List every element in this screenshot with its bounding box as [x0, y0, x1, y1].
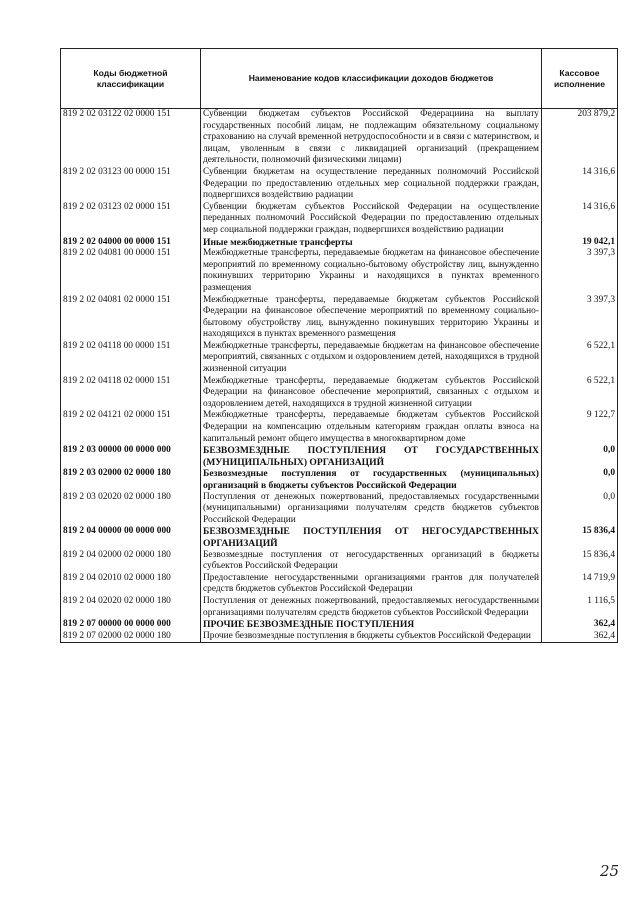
table-row: [61, 492, 618, 527]
row-code: 819 2 07 02000 02 0000 180: [61, 631, 201, 643]
row-code: 819 2 04 00000 00 0000 000: [61, 526, 201, 549]
row-name: БЕЗВОЗМЕЗДНЫЕ ПОСТУПЛЕНИЯ ОТ НЕГОСУДАРСТВЕННЫХ ОРГАНИЗАЦИЙ: [201, 526, 542, 549]
row-code: 819 2 02 04000 00 0000 151: [61, 237, 201, 249]
row-code: 819 2 02 03122 02 0000 151: [61, 109, 201, 167]
header-name: Наименование кодов классификации доходов бюджетов: [201, 49, 542, 109]
row-code: 819 2 03 02000 02 0000 180: [61, 468, 201, 491]
row-name: Прочие безвозмездные поступления в бюджеты субъектов Российской Федерации: [201, 631, 542, 643]
row-code: 819 2 02 04081 00 0000 151: [61, 248, 201, 294]
row-name: Иные межбюджетные трансферты: [201, 237, 542, 249]
row-name: Безвозмездные поступления от негосударственных организаций в бюджеты субъектов Российской Федерации: [201, 550, 542, 573]
table-row: [61, 468, 618, 491]
table-body: [61, 109, 618, 643]
row-amount: 0,0: [542, 468, 618, 491]
row-name: Межбюджетные трансферты, передаваемые бюджетам на финансовое обеспечение мероприятий, связанных с отдыхом и оздоровлением детей, находящихся в трудной жизненной ситуации: [201, 341, 542, 376]
row-amount: 9 122,7: [542, 410, 618, 445]
table-row: [61, 167, 618, 202]
row-name: Безвозмездные поступления от государственных (муниципальных) организаций в бюджеты субъектов Российской Федерации: [201, 468, 542, 491]
table-row: [61, 109, 618, 167]
table-row: [61, 295, 618, 341]
table-row: [61, 202, 618, 237]
row-name: Предоставление негосударственными организациями грантов для получателей средств бюджетов субъектов Российской Федерации: [201, 573, 542, 596]
page-number: 25: [600, 862, 620, 880]
row-name: Поступления от денежных пожертвований, предоставляемых государственными (муниципальными) организациями получателям средств бюджетов субъектов Российской Федерации: [201, 492, 542, 527]
header-amount: Кассовое исполнение: [542, 49, 618, 109]
row-code: 819 2 07 00000 00 0000 000: [61, 619, 201, 631]
row-code: 819 2 04 02010 02 0000 180: [61, 573, 201, 596]
row-name: Межбюджетные трансферты, передаваемые бюджетам субъектов Российской Федерации на финансовое обеспечение мероприятий по временному социально-бытовому обустройству лиц, вынужденно покинувших территорию Украины и находящихся в пунктах временного размещения: [201, 295, 542, 341]
row-code: 819 2 02 04118 02 0000 151: [61, 376, 201, 411]
row-amount: 3 397,3: [542, 248, 618, 294]
row-amount: 15 836,4: [542, 550, 618, 573]
table-row: [61, 248, 618, 294]
table-row: [61, 410, 618, 445]
row-amount: 362,4: [542, 631, 618, 643]
table-header: [61, 49, 618, 109]
table-row: [61, 237, 618, 249]
row-amount: 203 879,2: [542, 109, 618, 167]
row-amount: 0,0: [542, 445, 618, 468]
row-code: 819 2 04 02020 02 0000 180: [61, 596, 201, 619]
row-amount: 14 316,6: [542, 167, 618, 202]
row-amount: 0,0: [542, 492, 618, 527]
budget-revenue-table: [60, 48, 618, 643]
row-name: Межбюджетные трансферты, передаваемые бюджетам субъектов Российской Федерации на компенсацию отдельным категориям граждан оплаты взноса на капитальный ремонт общего имущества в многоквартирном доме: [201, 410, 542, 445]
row-name: БЕЗВОЗМЕЗДНЫЕ ПОСТУПЛЕНИЯ ОТ ГОСУДАРСТВЕННЫХ (МУНИЦИПАЛЬНЫХ) ОРГАНИЗАЦИЙ: [201, 445, 542, 468]
row-amount: 19 042,1: [542, 237, 618, 249]
table-row: [61, 550, 618, 573]
table-row: [61, 445, 618, 468]
row-code: 819 2 02 03123 00 0000 151: [61, 167, 201, 202]
table-row: [61, 526, 618, 549]
table-row: [61, 596, 618, 619]
table-row: [61, 631, 618, 643]
row-amount: 15 836,4: [542, 526, 618, 549]
row-name: Субвенции бюджетам субъектов Российской Федерации на осуществление переданных полномочий Российской Федерации по предоставлению отдельных мер социальной поддержки граждан, подвергшихся воздействию радиации: [201, 202, 542, 237]
row-name: Межбюджетные трансферты, передаваемые бюджетам субъектов Российской Федерации на финансовое обеспечение мероприятий, связанных с отдыхом и оздоровлением детей, находящихся в трудной жизненной ситуации: [201, 376, 542, 411]
row-amount: 3 397,3: [542, 295, 618, 341]
row-amount: 14 316,6: [542, 202, 618, 237]
row-code: 819 2 02 04081 02 0000 151: [61, 295, 201, 341]
row-code: 819 2 02 03123 02 0000 151: [61, 202, 201, 237]
header-code: Коды бюджетной классификации: [61, 49, 201, 109]
row-amount: 362,4: [542, 619, 618, 631]
row-name: Субвенции бюджетам субъектов Российской Федерациина на выплату государственных пособий лицам, не подлежащим обязательному социальному страхованию на случай временной нетрудоспособности и в связи с материнством, и лицам, уволенным в связи с ликвидацией организаций (прекращением деятельности, полномочий физическими лицами): [201, 109, 542, 167]
table-row: [61, 619, 618, 631]
header-row: [61, 49, 618, 109]
table-row: [61, 341, 618, 376]
row-amount: 6 522,1: [542, 341, 618, 376]
row-name: Поступления от денежных пожертвований, предоставляемых негосударственными организациями получателям средств бюджетов субъектов Российской Федерации: [201, 596, 542, 619]
row-code: 819 2 03 02020 02 0000 180: [61, 492, 201, 527]
table-row: [61, 573, 618, 596]
row-amount: 6 522,1: [542, 376, 618, 411]
row-code: 819 2 04 02000 02 0000 180: [61, 550, 201, 573]
table-row: [61, 376, 618, 411]
row-code: 819 2 02 04121 02 0000 151: [61, 410, 201, 445]
row-name: Межбюджетные трансферты, передаваемые бюджетам на финансовое обеспечение мероприятий по временному социально-бытовому обустройству лиц, вынужденно покинувших территорию Украины и находящихся в пунктах временного размещения: [201, 248, 542, 294]
row-name: ПРОЧИЕ БЕЗВОЗМЕЗДНЫЕ ПОСТУПЛЕНИЯ: [201, 619, 542, 631]
row-amount: 14 719,9: [542, 573, 618, 596]
row-code: 819 2 02 04118 00 0000 151: [61, 341, 201, 376]
row-name: Субвенции бюджетам на осуществление переданных полномочий Российской Федерации по предоставлению отдельных мер социальной поддержки граждан, подвергшихся воздействию радиации: [201, 167, 542, 202]
row-amount: 1 116,5: [542, 596, 618, 619]
row-code: 819 2 03 00000 00 0000 000: [61, 445, 201, 468]
